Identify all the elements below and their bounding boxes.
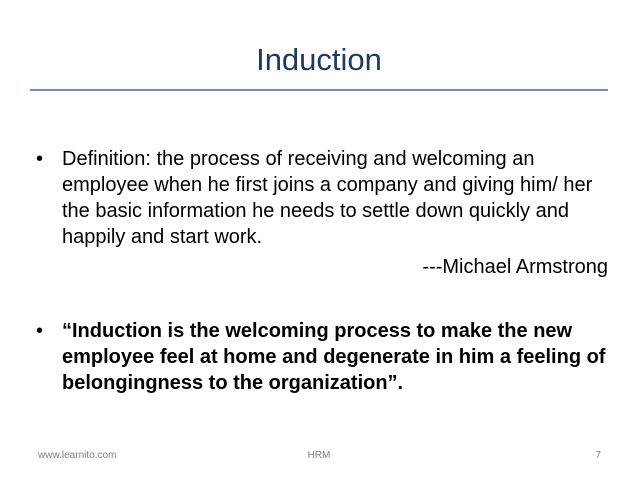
footer-website: www.learnito.com: [38, 450, 117, 461]
footer-subject: HRM: [307, 450, 331, 461]
bullet-marker: •: [36, 148, 44, 170]
attribution: ---Michael Armstrong: [422, 256, 608, 278]
slide-title: Induction: [256, 42, 382, 77]
title-divider: [30, 89, 608, 91]
definition-text: Definition: the process of receiving and welcoming an employee when he first joins a company and giving him/ her the basic information he needs to settle down quickly and happily and start work.: [62, 148, 593, 248]
footer-page-number: 7: [595, 450, 601, 461]
bullet-marker: •: [36, 320, 44, 342]
bullet-quote: [36, 318, 608, 396]
bullet-definition: [36, 146, 608, 250]
quote-text: “Induction is the welcoming process to make the new employee feel at home and degenerate in him a feeling of belongingness to the organization”.: [62, 320, 606, 394]
